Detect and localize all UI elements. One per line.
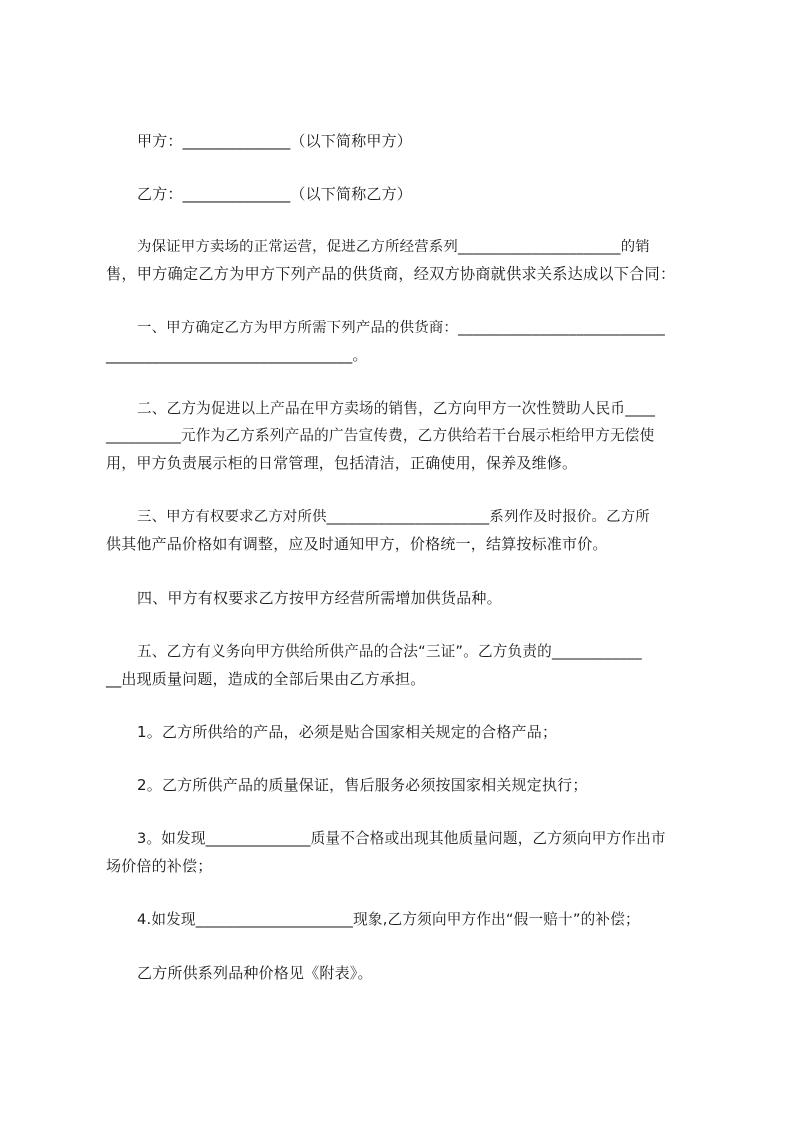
item-2-line: 2。乙方所供产品的质量保证，售后服务必须按国家相关规定执行；: [137, 776, 588, 794]
party-b-line: 乙方：______________（以下简称乙方）: [137, 185, 413, 203]
intro-line-2: 售，甲方确定乙方为甲方下列产品的供货商，经双方协商就供求关系达成以下合同：: [106, 265, 676, 283]
clause-4-line: 四、甲方有权要求乙方按甲方经营所需增加供货品种。: [137, 589, 502, 607]
clause-2-line-1: 二、乙方为促进以上产品在甲方卖场的销售，乙方向甲方一次性赞助人民币____: [137, 400, 656, 417]
item-1-line: 1。乙方所供给的产品，必须是贴合国家相关规定的合格产品；: [137, 723, 558, 741]
clause-2-line-2: __________元作为乙方系列产品的广告宣传费，乙方供给若干台展示柜给甲方无偿使: [106, 427, 655, 444]
clause-3-line-1: 三、甲方有权要求乙方对所供______________________系列作及时报价。乙方所: [137, 509, 650, 525]
item-3-line-1: 3。如发现______________质量不合格或出现其他质量问题，乙方须向甲方作出市: [137, 830, 666, 847]
appendix-note-line: 乙方所供系列品种价格见《附表》。: [137, 964, 373, 982]
party-a-line: 甲方：______________（以下简称甲方）: [137, 132, 413, 150]
clause-1-line-2: ________________________________。: [106, 346, 368, 364]
clause-3-line-2: 供其他产品价格如有调整，应及时通知甲方，价格统一，结算按标准市价。: [106, 535, 608, 553]
clause-2-line-3: 用，甲方负责展示柜的日常管理，包括清洁，正确使用，保养及维修。: [106, 454, 578, 472]
clause-5-line-2: __出现质量问题，造成的全部后果由乙方承担。: [106, 670, 426, 688]
intro-line-1: 为保证甲方卖场的正常运营，促进乙方所经营系列______________________的销: [137, 239, 650, 255]
clause-5-line-1: 五、乙方有义务向甲方供给所供产品的合法“三证”。乙方负责的____________: [137, 643, 642, 660]
item-3-line-2: 场价倍的补偿；: [106, 857, 213, 875]
item-4-line: 4.如发现_____________________现象,乙方须向甲方作出“假一赔十”的补偿；: [137, 911, 640, 928]
clause-1-line-1: 一、甲方确定乙方为甲方所需下列产品的供货商：____________________________: [137, 320, 666, 336]
